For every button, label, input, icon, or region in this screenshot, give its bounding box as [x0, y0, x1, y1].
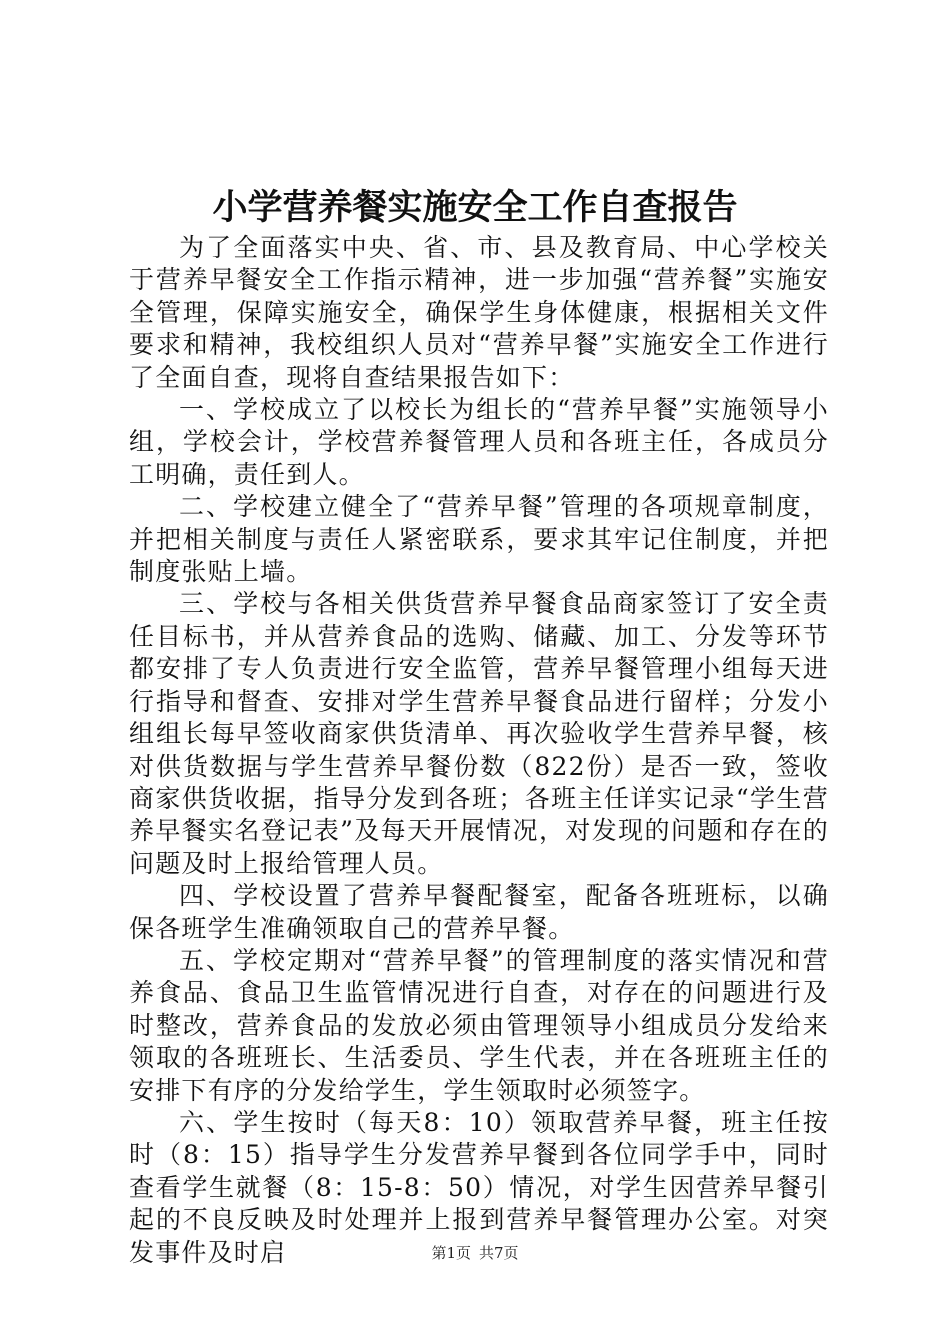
paragraph-3: 三、学校与各相关供货营养早餐食品商家签订了安全责任目标书，并从营养食品的选购、储藏、加工、分发等环节都安排了专人负责进行安全监管，营养早餐管理小组每天进行指导和督查、安排对学生营养早餐食品进行留样；分发小组组长每早签收商家供货清单、再次验收学生营养早餐，核对供货数据与学生营养早餐份数（822份）是否一致，签收商家供货收据，指导分发到各班；各班主任详实记录“学生营养早餐实名登记表”及每天开展情况，对发现的问题和存在的问题及时上报给管理人员。	[129, 589, 829, 878]
paragraph-2: 二、学校建立健全了“营养早餐”管理的各项规章制度，并把相关制度与责任人紧密联系，要求其牢记住制度，并把制度张贴上墙。	[129, 492, 829, 587]
page-footer	[0, 1243, 950, 1263]
intro-paragraph: 为了全面落实中央、省、市、县及教育局、中心学校关于营养早餐安全工作指示精神，进一步加强“营养餐”实施安全管理，保障实施安全，确保学生身体健康，根据相关文件要求和精神，我校组织人员对“营养早餐”实施安全工作进行了全面自查，现将自查结果报告如下：	[129, 233, 829, 392]
paragraph-4: 四、学校设置了营养早餐配餐室，配备各班班标，以确保各班学生准确领取自己的营养早餐。	[129, 881, 829, 943]
paragraph-6: 六、学生按时（每天8：10）领取营养早餐，班主任按时（8：15）指导学生分发营养早餐到各位同学手中，同时查看学生就餐（8：15-8：50）情况，对学生因营养早餐引起的不良反映及时处理并上报到营养早餐管理办公室。对突发事件及时启	[129, 1107, 829, 1267]
paragraph-1: 一、学校成立了以校长为组长的“营养早餐”实施领导小组，学校会计，学校营养餐管理人员和各班主任，各成员分工明确，责任到人。	[129, 395, 829, 489]
document-body	[129, 232, 829, 1269]
document-title: 小学营养餐实施安全工作自查报告	[212, 187, 738, 228]
paragraph-5: 五、学校定期对“营养早餐”的管理制度的落实情况和营养食品、食品卫生监管情况进行自查，对存在的问题进行及时整改，营养食品的发放必须由管理领导小组成员分发给来领取的各班班长、生活委员、学生代表，并在各班班主任的安排下有序的分发给学生，学生领取时必须签字。	[129, 945, 829, 1105]
page-number: 第1页	[431, 1244, 471, 1262]
page-total: 共7页	[479, 1244, 519, 1262]
